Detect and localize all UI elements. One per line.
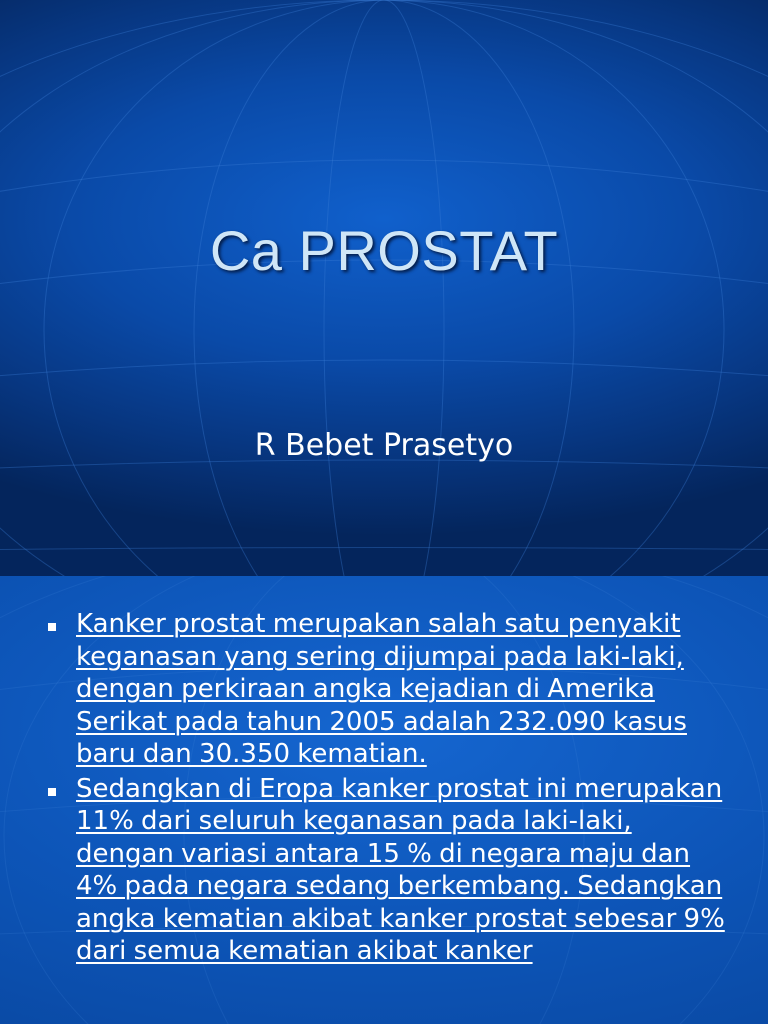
square-bullet-icon (48, 788, 56, 796)
list-item (44, 773, 734, 968)
slide-title: Ca PROSTAT (209, 219, 559, 282)
list-item (44, 608, 734, 771)
bullet-link-text[interactable]: Sedangkan di Eropa kanker prostat ini merupakan 11% dari seluruh keganasan pada laki-laki, dengan variasi antara 15 % di negara maju dan 4% pada negara sedang berkembang. Sedangkan angka kematian akibat kanker prostat sebesar 9% dari semua kematian akibat kanker (76, 773, 725, 966)
bullet-list (44, 608, 734, 970)
content-slide (0, 576, 768, 1024)
slide-subtitle-author: R Bebet Prasetyo (254, 428, 514, 463)
bullet-link-text[interactable]: Kanker prostat merupakan salah satu penyakit keganasan yang sering dijumpai pada laki-laki, dengan perkiraan angka kejadian di Amerika Serikat pada tahun 2005 adalah 232.090 kasus baru dan 30.350 kematian. (76, 609, 687, 769)
square-bullet-icon (48, 623, 56, 631)
